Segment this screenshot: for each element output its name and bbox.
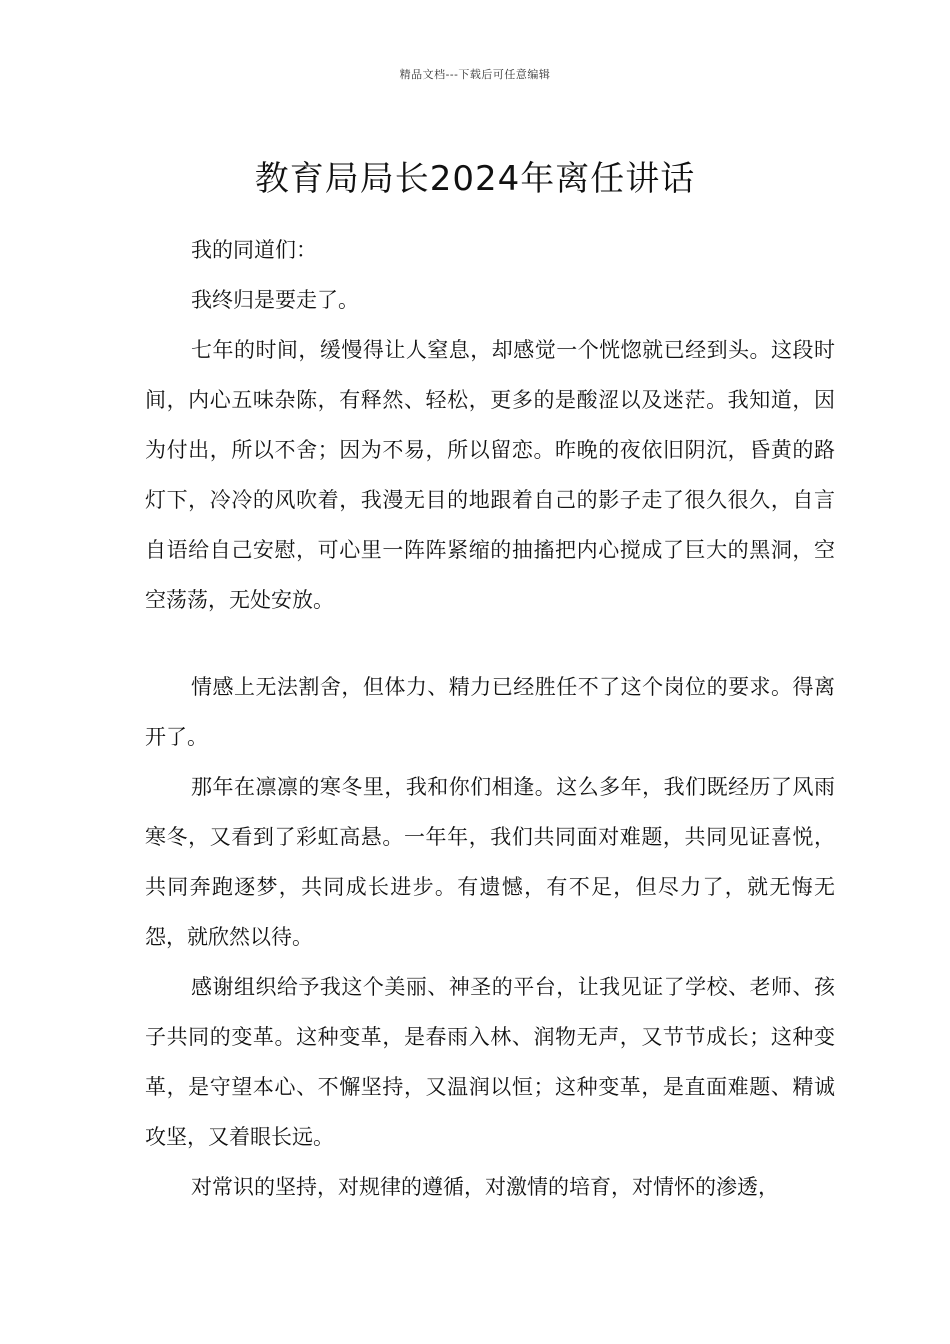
body-paragraph: 情感上无法割舍，但体力、精力已经胜任不了这个岗位的要求。得离开了。 [145,675,835,749]
header-note: 精品文档---下载后可任意编辑 [399,68,551,81]
body-paragraph: 那年在凛凛的寒冬里，我和你们相逢。这么多年，我们既经历了风雨寒冬，又看到了彩虹高悬。一年年，我们共同面对难题，共同见证喜悦，共同奔跑逐梦，共同成长进步。有遗憾，有不足，但尽力了，就无悔无怨，就欣然以待。 [145,775,835,949]
document-body [145,225,835,1212]
body-paragraph: 对常识的坚持，对规律的遵循，对激情的培育，对情怀的渗透， [191,1175,779,1199]
salutation-paragraph: 我的同道们： [191,238,317,262]
body-paragraph: 七年的时间，缓慢得让人窒息，却感觉一个恍惚就已经到头。这段时间，内心五味杂陈，有释然、轻松，更多的是酸涩以及迷茫。我知道，因为付出，所以不舍；因为不易，所以留恋。昨晚的夜依旧阴沉，昏黄的路灯下，冷冷的风吹着，我漫无目的地跟着自己的影子走了很久很久，自言自语给自己安慰，可心里一阵阵紧缩的抽搐把内心搅成了巨大的黑洞，空空荡荡，无处安放。 [145,338,835,612]
body-paragraph: 我终归是要走了。 [191,288,359,312]
document-title: 教育局局长2024年离任讲话 [254,158,696,199]
body-paragraph: 感谢组织给予我这个美丽、神圣的平台，让我见证了学校、老师、孩子共同的变革。这种变革，是春雨入林、润物无声，又节节成长；这种变革，是守望本心、不懈坚持，又温润以恒；这种变革，是直面难题、精诚攻坚，又着眼长远。 [145,975,835,1149]
